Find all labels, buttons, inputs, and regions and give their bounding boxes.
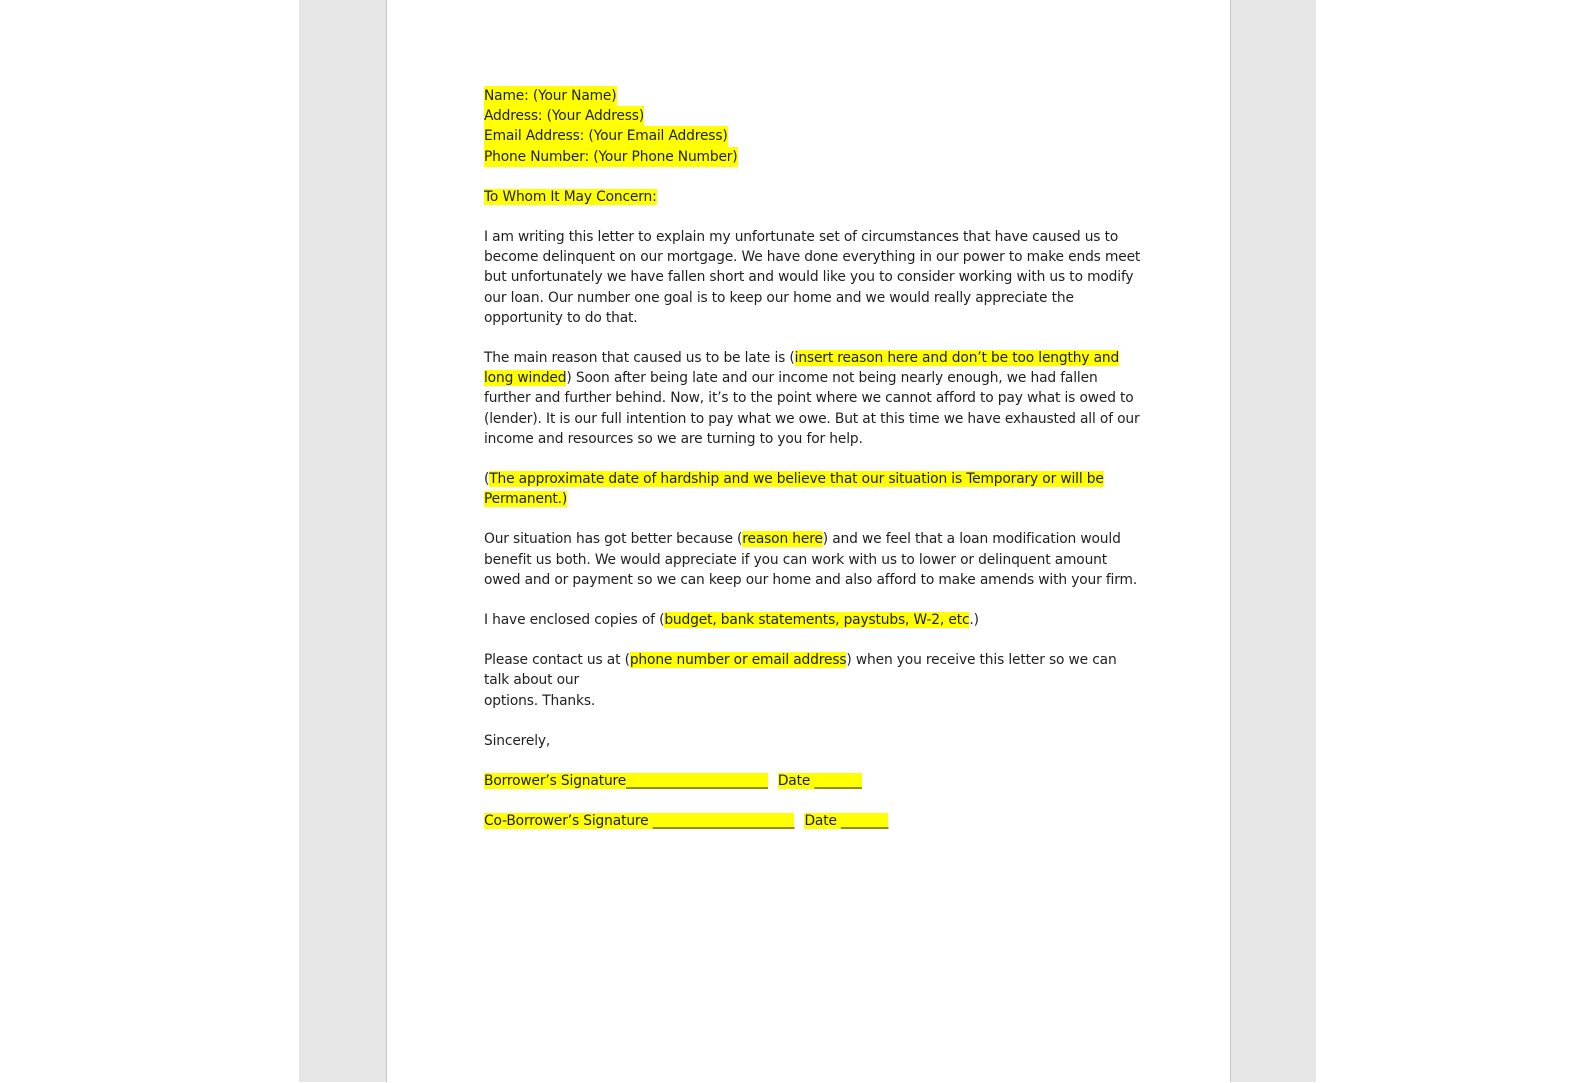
coborrower-signature-line	[484, 811, 1144, 831]
hardship-placeholder: The approximate date of hardship and we believe that our situation is Temporary or will be Permanent.)	[484, 471, 1104, 508]
sender-phone: Phone Number: (Your Phone Number)	[484, 147, 738, 167]
paragraph-improvement	[484, 529, 1144, 590]
borrower-signature-label: Borrower’s Signature_____________________	[484, 773, 768, 790]
paragraph-hardship-date	[484, 469, 1144, 509]
paragraph-intro: I am writing this letter to explain my unfortunate set of circumstances that have caused us to become delinquent on our mortgage. We have done everything in our power to make ends meet but unfortunately we have fallen short and would like you to consider working with us to modify our loan. Our number one goal is to keep our home and we would really appreciate the opportunity to do that.	[484, 229, 1141, 326]
borrower-date-label: Date _______	[777, 773, 862, 790]
paragraph-contact	[484, 650, 1144, 711]
sender-name: Name: (Your Name)	[484, 86, 617, 106]
improvement-text-before: Our situation has got better because (	[484, 531, 743, 548]
contact-text-after: ) when you receive this letter so we can talk about our	[484, 652, 1117, 689]
salutation-line	[484, 187, 1144, 207]
improvement-placeholder: reason here	[742, 531, 823, 548]
letter-body	[484, 86, 1144, 831]
paragraph-enclosures	[484, 610, 1144, 630]
paragraph-reason	[484, 348, 1144, 449]
reason-text-before: The main reason that caused us to be late is (	[484, 350, 795, 367]
sender-address: Address: (Your Address)	[484, 106, 644, 126]
contact-text-line2: options. Thanks.	[484, 692, 596, 709]
salutation: To Whom It May Concern:	[484, 188, 657, 205]
reason-placeholder: insert reason here and don’t be too lengthy and long winded	[484, 350, 1120, 387]
reason-text-after: ) Soon after being late and our income not being nearly enough, we had fallen further and further behind. Now, it’s to the point where we cannot afford to pay what is owed to (lender). It is our full intention to pay what we owe. But at this time we have exhausted all of our income and resources so we are turning to you for help.	[484, 370, 1140, 447]
improvement-text-after: ) and we feel that a loan modification would benefit us both. We would appreciate if you can work with us to lower or delinquent amount owed and or payment so we can keep our home and also afford to make amends with your firm.	[484, 531, 1138, 588]
enclosures-text-before: I have enclosed copies of (	[484, 612, 665, 629]
borrower-signature-line	[484, 771, 1144, 791]
contact-text-before: Please contact us at (	[484, 652, 630, 669]
coborrower-date-label: Date _______	[804, 813, 889, 830]
enclosures-text-after: .)	[969, 612, 979, 629]
enclosures-placeholder: budget, bank statements, paystubs, W-2, etc	[664, 612, 970, 629]
sender-email: Email Address: (Your Email Address)	[484, 126, 728, 146]
hardship-open-paren: (	[484, 471, 490, 488]
sender-block	[484, 86, 1144, 167]
coborrower-signature-label: Co-Borrower’s Signature _____________________	[484, 813, 795, 830]
closing: Sincerely,	[484, 732, 551, 749]
contact-placeholder: phone number or email address	[629, 652, 847, 669]
